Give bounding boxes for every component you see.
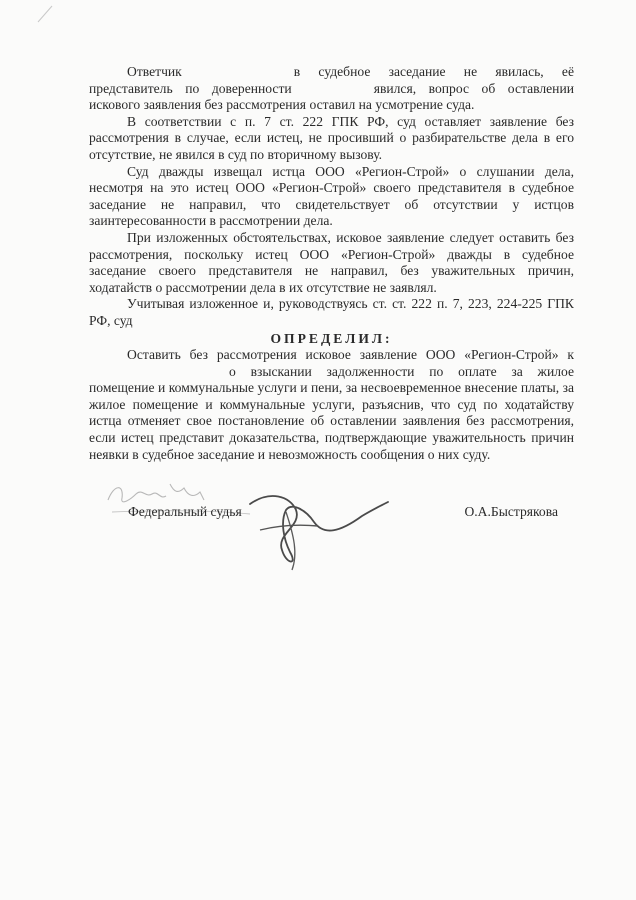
- ruling-heading: ОПРЕДЕЛИЛ:: [270, 330, 393, 346]
- paragraph-text: в судебное заседание не явилась, её представитель по доверенности: [89, 64, 574, 96]
- judge-name: О.А.Быстрякова: [464, 504, 558, 519]
- handwritten-signature: [100, 470, 400, 580]
- paragraph-text: о взыскании задолженности по оплате за жилое помещение и коммунальные услуги и пени, за несвоевременное внесение платы, за жилое помещение и коммунальные услуги, разъяснив, что суд по ходатайству истца отменяет свое постановление об оставлении заявления без рассмотрения, если истец представит доказательства, подтверждающие уважительность причин неявки в судебное заседание и невозможность сообщения о них суду.: [89, 363, 574, 462]
- scan-edge-mark: [0, 0, 60, 90]
- paragraph-text: Оставить без рассмотрения исковое заявление ООО «Регион-Строй» к: [127, 347, 574, 363]
- paragraph-defendant: [89, 64, 574, 114]
- judge-title: Федеральный судья: [128, 504, 242, 519]
- paragraph-text: Ответчик: [127, 64, 182, 79]
- document-body: [89, 64, 574, 463]
- paragraph-notification: Суд дважды извещал истца ООО «Регион-Строй» о слушании дела, несмотря на это истец ООО «Регион-Строй» своего представителя в судебное заседание не направил, что свидетельствует об отсутствии у истцов заинтересованности в рассмотрении дела.: [89, 163, 574, 229]
- paragraph-text: явился, вопрос об оставлении искового заявления без рассмотрения оставил на усмотрение суда.: [89, 80, 574, 113]
- paragraph-circumstances: При изложенных обстоятельствах, исковое заявление следует оставить без рассмотрения, поскольку истец ООО «Регион-Строй» дважды в судебное заседание своего представителя не направил, без уважительных причин, ходатайств о рассмотрении дела в их отсутствие не заявлял.: [89, 229, 574, 295]
- paragraph-law-reference: В соответствии с п. 7 ст. 222 ГПК РФ, суд оставляет заявление без рассмотрения в случае, если истец, не просивший о разбирательстве дела в его отсутствие, не явился в суд по вторичному вызову.: [89, 113, 574, 162]
- paragraph-ruling: [89, 347, 574, 463]
- paragraph-guided-by: Учитывая изложенное и, руководствуясь ст. ст. 222 п. 7, 223, 224-225 ГПК РФ, суд: [89, 296, 574, 328]
